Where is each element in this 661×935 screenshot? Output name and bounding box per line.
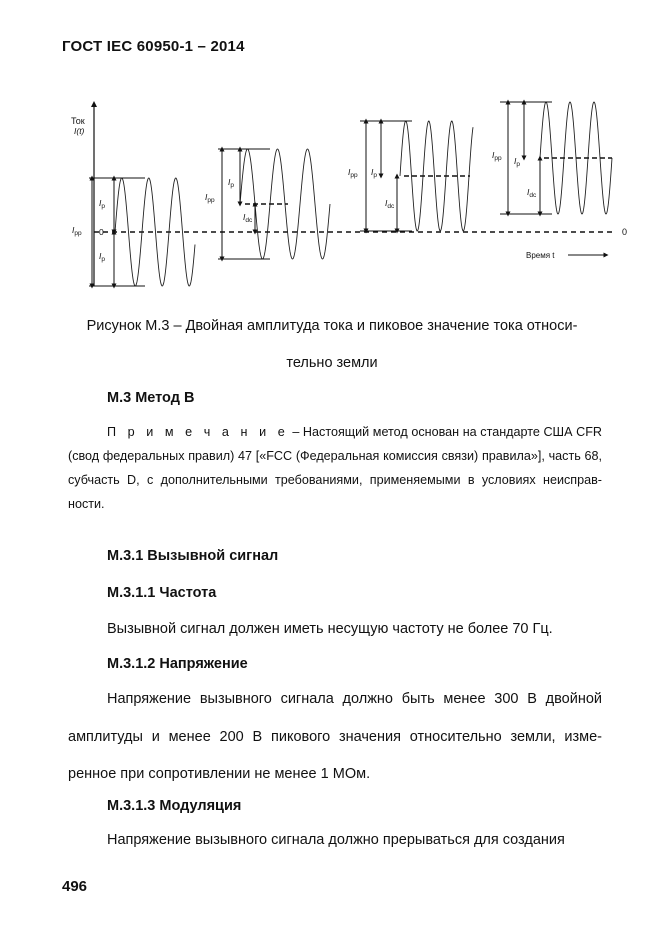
zero-label: 0 bbox=[99, 227, 104, 237]
paragraph-m312: Напряжение вызывного сигнала должно быть менее 300 В двойной амплитуды и менее 200 В пикового значения относительно земли, изме-ренное при сопротивлении не менее 1 МОм. bbox=[68, 691, 602, 782]
ip-label-3: $I_p$ bbox=[371, 167, 377, 179]
ip-label-2: $I_p$ bbox=[228, 177, 234, 189]
figure-caption-line-2: тельно земли bbox=[286, 355, 378, 371]
waveform-figure bbox=[0, 88, 661, 298]
section-heading-m3: М.3 Метод В bbox=[107, 390, 195, 406]
waveform-1 bbox=[115, 178, 195, 286]
x-axis-label: Время t bbox=[526, 251, 555, 260]
ip-label-1-bottom: $I_p$ bbox=[99, 251, 105, 263]
note-prefix: П р и м е ч а н и е bbox=[107, 425, 289, 439]
section-heading-m312: М.3.1.2 Напряжение bbox=[107, 656, 248, 672]
ip-label-4: $I_p$ bbox=[514, 156, 520, 168]
ipp-label-4: $I_{pp}$ bbox=[492, 150, 502, 162]
ipp-label-1: $I_{pp}$ bbox=[72, 225, 82, 237]
idc-label-2: $I_{dc}$ bbox=[243, 212, 253, 224]
ipp-label-2: $I_{pp}$ bbox=[205, 192, 215, 204]
page-number: 496 bbox=[62, 878, 88, 895]
ip-label-1-top: $I_p$ bbox=[99, 198, 105, 210]
zero-label-right: 0 bbox=[622, 227, 628, 237]
section-heading-m31: М.3.1 Вызывной сигнал bbox=[107, 548, 279, 564]
waveform-diagram bbox=[0, 88, 661, 298]
section-heading-m313: М.3.1.3 Модуляция bbox=[107, 798, 242, 814]
paragraph-m311: Вызывной сигнал должен иметь несущую частоту не более 70 Гц. bbox=[107, 621, 553, 637]
y-axis-label: Ток bbox=[71, 116, 85, 126]
note-paragraph bbox=[68, 420, 602, 516]
paragraph-m313: Напряжение вызывного сигнала должно прерываться для создания bbox=[107, 832, 565, 848]
figure-caption-line-1: Рисунок М.3 – Двойная амплитуда тока и пиковое значение тока относи- bbox=[86, 318, 578, 334]
idc-label-4: $I_{dc}$ bbox=[527, 187, 537, 199]
ipp-label-3: $I_{pp}$ bbox=[348, 167, 358, 179]
y-axis-label-sub: I(t) bbox=[74, 126, 85, 136]
section-heading-m311: М.3.1.1 Частота bbox=[107, 585, 217, 601]
idc-label-3: $I_{dc}$ bbox=[385, 198, 395, 210]
note-text: – Настоящий метод основан на стандарте США CFR (свод федеральных правил) 47 [«FCC (Федеральная комиссия связи) правила»], часть 68, субчасть D, с дополнительными требованиями, применяемыми в условиях неисправ-ности. bbox=[68, 425, 602, 511]
document-header: ГОСТ IEC 60950-1 – 2014 bbox=[62, 38, 245, 55]
